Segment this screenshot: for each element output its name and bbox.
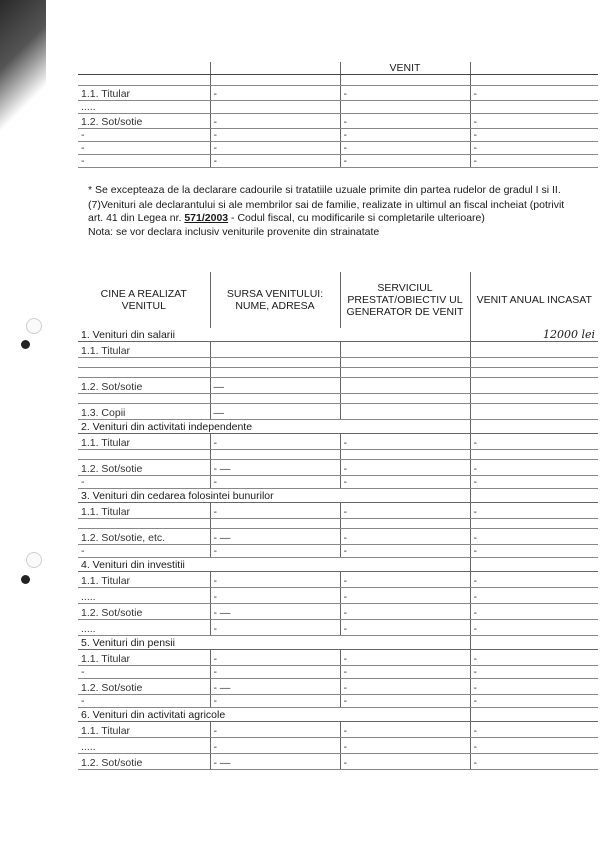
- table-cell: -: [340, 434, 470, 450]
- table-row: [78, 529, 598, 545]
- table-cell: [210, 368, 340, 378]
- table-cell: [210, 450, 340, 460]
- table-cell: 1.1. Titular: [78, 503, 210, 519]
- punch-hole: [26, 318, 42, 334]
- top-table-cell: .....: [78, 101, 210, 114]
- top-table-cell: [340, 75, 470, 86]
- table-cell: —: [210, 404, 340, 420]
- table-cell: 1.3. Copii: [78, 404, 210, 420]
- table-cell: -: [470, 620, 598, 636]
- handwritten-amount: 12000 lei: [470, 328, 598, 342]
- top-table-cell: -: [470, 155, 598, 168]
- table-cell: [210, 342, 340, 358]
- section-row: [78, 489, 598, 503]
- punch-hole: [26, 552, 42, 568]
- table-cell: -: [210, 722, 340, 738]
- section-amount-cell: [470, 489, 598, 503]
- table-cell: - —: [210, 679, 340, 695]
- table-cell: -: [470, 434, 598, 450]
- top-table-cell: -: [340, 129, 470, 142]
- top-table-cell: -: [210, 142, 340, 155]
- table-cell: -: [210, 545, 340, 558]
- top-table-row: [78, 129, 598, 142]
- top-table-cell: -: [78, 155, 210, 168]
- table-cell: [340, 450, 470, 460]
- top-table-row: [78, 75, 598, 86]
- table-cell: -: [470, 460, 598, 476]
- table-row: [78, 368, 598, 378]
- table-row: [78, 503, 598, 519]
- table-cell: 1.1. Titular: [78, 342, 210, 358]
- table-cell: 1.2. Sot/sotie: [78, 460, 210, 476]
- table-cell: -: [340, 529, 470, 545]
- table-cell: -: [470, 695, 598, 708]
- scan-edge-shadow: [0, 0, 46, 130]
- table-cell: [340, 404, 470, 420]
- table-cell: -: [210, 572, 340, 588]
- table-row: [78, 754, 598, 770]
- section-amount-cell: [470, 420, 598, 434]
- law-number: 571/2003: [184, 212, 229, 224]
- table-row: [78, 604, 598, 620]
- table-cell: -: [78, 545, 210, 558]
- section-title: 2. Venituri din activitati independente: [78, 420, 470, 434]
- top-table-cell: [340, 101, 470, 114]
- table-cell: -: [78, 476, 210, 489]
- section-amount-cell: [470, 558, 598, 572]
- top-table-cell: -: [470, 114, 598, 129]
- section-title: 1. Venituri din salarii: [78, 328, 470, 342]
- table-row: [78, 342, 598, 358]
- table-cell: -: [470, 476, 598, 489]
- top-table-cell: -: [340, 155, 470, 168]
- table-cell: [340, 358, 470, 368]
- table-cell: - —: [210, 460, 340, 476]
- table-cell: [210, 358, 340, 368]
- table-cell: 1.1. Titular: [78, 434, 210, 450]
- punch-mark: [21, 340, 30, 349]
- table-cell: -: [340, 476, 470, 489]
- column-header-source: SURSA VENITULUI: NUME, ADRESA: [210, 272, 340, 328]
- table-row: [78, 378, 598, 394]
- table-cell: -: [470, 679, 598, 695]
- column-header-annual-income: VENIT ANUAL INCASAT: [470, 272, 598, 328]
- table-cell: 1.2. Sot/sotie: [78, 754, 210, 770]
- notes-block: [88, 180, 582, 239]
- table-cell: -: [340, 588, 470, 604]
- table-cell: -: [470, 604, 598, 620]
- table-row: [78, 460, 598, 476]
- top-table-cell: [210, 101, 340, 114]
- table-row: [78, 394, 598, 404]
- table-cell: -: [78, 666, 210, 679]
- table-cell: [340, 342, 470, 358]
- top-table-cell: -: [210, 86, 340, 101]
- table-cell: [470, 404, 598, 420]
- table-cell: -: [340, 722, 470, 738]
- table-cell: —: [210, 378, 340, 394]
- table-cell: [340, 394, 470, 404]
- top-table-row: [78, 114, 598, 129]
- note-foreign-income: Nota: se vor declara inclusiv veniturile provenite din strainatate: [88, 226, 380, 238]
- table-cell: [78, 394, 210, 404]
- table-cell: -: [470, 722, 598, 738]
- table-cell: 1.2. Sot/sotie: [78, 679, 210, 695]
- table-cell: -: [470, 572, 598, 588]
- table-cell: -: [210, 650, 340, 666]
- top-table-cell: [470, 75, 598, 86]
- top-table-cell: [210, 75, 340, 86]
- top-table-header-blank: [470, 62, 598, 75]
- table-cell: [470, 394, 598, 404]
- top-table-header-venit: VENIT: [340, 62, 470, 75]
- table-cell: -: [470, 545, 598, 558]
- top-table-row: [78, 155, 598, 168]
- column-header-who: CINE A REALIZAT VENITUL: [100, 288, 187, 312]
- section-title: 4. Venituri din investitii: [78, 558, 470, 572]
- table-cell: [78, 450, 210, 460]
- top-table-cell: [470, 101, 598, 114]
- table-cell: [340, 368, 470, 378]
- section-title: 6. Venituri din activitati agricole: [78, 708, 470, 722]
- top-income-table: [78, 62, 598, 168]
- table-cell: - —: [210, 529, 340, 545]
- table-cell: [470, 358, 598, 368]
- table-row: [78, 722, 598, 738]
- top-table-cell: -: [470, 86, 598, 101]
- section-row: [78, 708, 598, 722]
- table-cell: -: [210, 666, 340, 679]
- table-cell: -: [470, 529, 598, 545]
- table-cell: [78, 358, 210, 368]
- top-table-cell: -: [340, 142, 470, 155]
- table-cell: -: [470, 650, 598, 666]
- table-cell: [210, 519, 340, 529]
- table-cell: [78, 368, 210, 378]
- note-section-7-text-b: - Codul fiscal, cu modificarile si completarile ulterioare): [228, 212, 485, 224]
- top-table-cell: -: [340, 86, 470, 101]
- table-row: [78, 519, 598, 529]
- table-cell: .....: [78, 738, 210, 754]
- section-amount-cell: [470, 636, 598, 650]
- table-cell: [470, 368, 598, 378]
- table-cell: -: [340, 620, 470, 636]
- table-cell: -: [340, 545, 470, 558]
- section-row: [78, 636, 598, 650]
- table-cell: -: [470, 588, 598, 604]
- table-cell: .....: [78, 588, 210, 604]
- table-cell: -: [340, 460, 470, 476]
- table-cell: -: [210, 476, 340, 489]
- table-cell: -: [340, 666, 470, 679]
- table-cell: [470, 378, 598, 394]
- table-cell: 1.1. Titular: [78, 572, 210, 588]
- top-table-header-blank: [210, 62, 340, 75]
- table-row: [78, 588, 598, 604]
- table-cell: -: [210, 695, 340, 708]
- table-cell: -: [470, 738, 598, 754]
- top-table-cell: -: [78, 129, 210, 142]
- table-cell: 1.2. Sot/sotie: [78, 604, 210, 620]
- table-row: [78, 450, 598, 460]
- table-cell: -: [210, 588, 340, 604]
- section-row: [78, 328, 598, 342]
- section-row: [78, 420, 598, 434]
- table-cell: [470, 450, 598, 460]
- table-cell: 1.1. Titular: [78, 650, 210, 666]
- table-row: [78, 404, 598, 420]
- income-table: [78, 272, 598, 770]
- note-section-7-text-a: (7)Venituri ale declarantului si ale membrilor sai de familie, realizate in ultimul an fiscal incheiat (potrivit art. 41 din Legea nr.: [88, 199, 565, 224]
- table-row: [78, 695, 598, 708]
- table-cell: -: [340, 754, 470, 770]
- table-row: [78, 545, 598, 558]
- table-cell: -: [210, 434, 340, 450]
- table-cell: -: [470, 503, 598, 519]
- table-cell: -: [210, 738, 340, 754]
- table-cell: 1.2. Sot/sotie, etc.: [78, 529, 210, 545]
- table-cell: -: [340, 738, 470, 754]
- table-cell: [78, 519, 210, 529]
- top-table-cell: 1.2. Sot/sotie: [78, 114, 210, 129]
- table-cell: -: [340, 503, 470, 519]
- top-table-row: [78, 142, 598, 155]
- section-amount-cell: [470, 708, 598, 722]
- punch-mark: [21, 575, 30, 584]
- top-table-cell: [78, 75, 210, 86]
- note-section-7: [88, 199, 582, 225]
- table-cell: [470, 519, 598, 529]
- top-table-cell: -: [340, 114, 470, 129]
- table-cell: [340, 378, 470, 394]
- column-header-service: SERVICIUL PRESTAT/OBIECTIV UL GENERATOR DE VENIT: [340, 272, 470, 328]
- table-cell: -: [340, 650, 470, 666]
- note-gifts: * Se excepteaza de la declarare cadourile si tratatiile uzuale primite din partea rudelor de gradul I si II.: [88, 184, 561, 196]
- top-table-cell: -: [78, 142, 210, 155]
- table-cell: -: [210, 503, 340, 519]
- table-cell: -: [470, 666, 598, 679]
- section-row: [78, 558, 598, 572]
- table-cell: -: [78, 695, 210, 708]
- top-table-cell: -: [210, 129, 340, 142]
- table-row: [78, 650, 598, 666]
- table-cell: [470, 342, 598, 358]
- top-table-row: [78, 101, 598, 114]
- top-table-cell: -: [210, 155, 340, 168]
- table-row: [78, 620, 598, 636]
- table-cell: 1.2. Sot/sotie: [78, 378, 210, 394]
- top-table-cell: 1.1. Titular: [78, 86, 210, 101]
- table-row: [78, 572, 598, 588]
- table-row: [78, 738, 598, 754]
- table-cell: -: [340, 679, 470, 695]
- top-table-cell: -: [470, 129, 598, 142]
- section-title: 5. Venituri din pensii: [78, 636, 470, 650]
- table-cell: .....: [78, 620, 210, 636]
- table-cell: -: [340, 695, 470, 708]
- table-cell: -: [340, 572, 470, 588]
- table-cell: 1.1. Titular: [78, 722, 210, 738]
- top-table-row: [78, 86, 598, 101]
- top-table-header-blank: [78, 62, 210, 75]
- table-cell: - —: [210, 754, 340, 770]
- table-cell: - —: [210, 604, 340, 620]
- table-row: [78, 434, 598, 450]
- table-row: [78, 358, 598, 368]
- top-table-cell: -: [470, 142, 598, 155]
- table-row: [78, 666, 598, 679]
- table-cell: -: [470, 754, 598, 770]
- table-row: [78, 679, 598, 695]
- section-title: 3. Venituri din cedarea folosintei bunurilor: [78, 489, 470, 503]
- table-cell: -: [340, 604, 470, 620]
- table-row: [78, 476, 598, 489]
- table-cell: [210, 394, 340, 404]
- top-table-cell: -: [210, 114, 340, 129]
- table-cell: [340, 519, 470, 529]
- table-cell: -: [210, 620, 340, 636]
